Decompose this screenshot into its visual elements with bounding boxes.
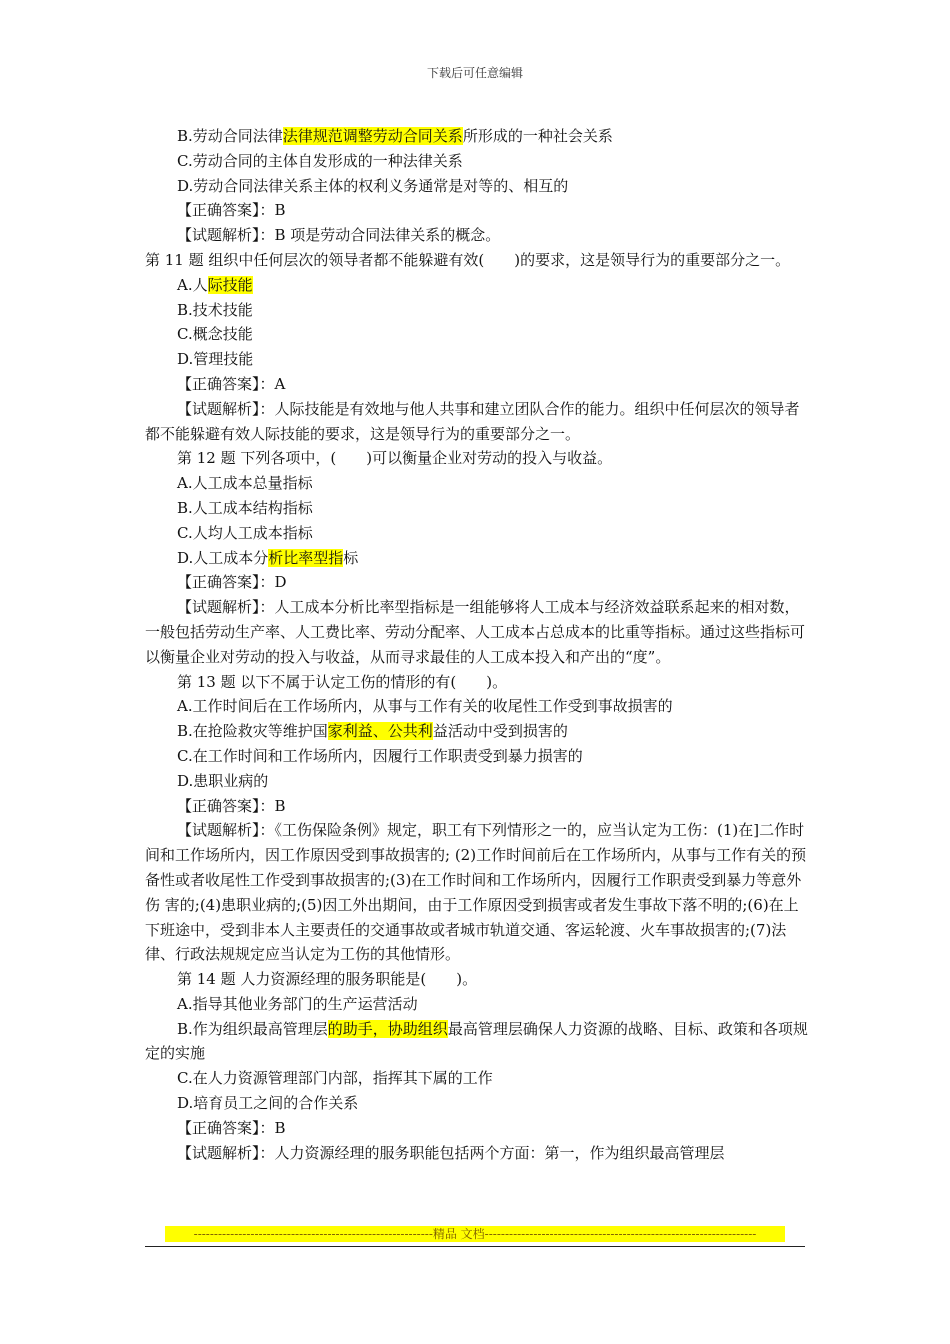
- paragraph: [145, 124, 810, 149]
- paragraph: [145, 967, 810, 992]
- paragraph: [145, 546, 810, 571]
- paragraph-text: 第 11 题 组织中任何层次的领导者都不能躲避有效( )的要求，这是领导行为的重要部分之一。: [145, 250, 791, 269]
- paragraph-text: A.指导其他业务部门的生产运营活动: [177, 994, 418, 1013]
- paragraph: [145, 769, 810, 794]
- footer-rule: [145, 1246, 805, 1247]
- paragraph-text: 【试题解析】：人工成本分析比率型指标是一组能够将人工成本与经济效益联系起来的相对数，一般包括劳动生产率、人工费比率、劳动分配率、人工成本占总成本的比重等指标。通过这些指标可以衡量企业对劳动的投入与收益，从而寻求最佳的人工成本投入和产出的“度”。: [145, 598, 806, 666]
- paragraph: [145, 372, 810, 397]
- highlighted-text: 析比率型指: [268, 548, 344, 567]
- paragraph-text: A.人工成本总量指标: [177, 474, 313, 493]
- paragraph-text: 最高管理层确保人力资源的战略、目标、政策和各项规定的实施: [145, 1019, 808, 1063]
- paragraph: [145, 322, 810, 347]
- paragraph-text: D.人工成本分: [177, 548, 269, 567]
- paragraph-text: 所形成的一种社会关系: [462, 127, 613, 145]
- paragraph: [145, 1091, 810, 1116]
- paragraph-text: D.管理技能: [177, 350, 254, 369]
- paragraph: [145, 521, 810, 546]
- paragraph-text: 【试题解析】：人际技能是有效地与他人共事和建立团队合作的能力。组织中任何层次的领导者都不能躲避有效人际技能的要求，这是领导行为的重要部分之一。: [145, 399, 800, 443]
- paragraph: [145, 496, 810, 521]
- paragraph-text: B.人工成本结构指标: [177, 498, 313, 517]
- paragraph-text: 第 13 题 以下不属于认定工伤的情形的有( )。: [177, 672, 508, 691]
- paragraph-text: D.培育员工之间的合作关系: [177, 1094, 359, 1113]
- paragraph: [145, 298, 810, 323]
- paragraph: [145, 149, 810, 174]
- paragraph: [145, 198, 810, 223]
- paragraph-text: 【正确答案】：B: [177, 201, 286, 220]
- paragraph: [145, 248, 810, 273]
- paragraph-text: C.劳动合同的主体自发形成的一种法律关系: [177, 151, 463, 170]
- paragraph: [145, 273, 810, 298]
- paragraph: [145, 694, 810, 719]
- paragraph: [145, 992, 810, 1017]
- paragraph-text: B.作为组织最高管理层: [177, 1019, 328, 1038]
- paragraph-text: 第 14 题 人力资源经理的服务职能是( )。: [177, 970, 478, 989]
- paragraph-text: 【正确答案】：D: [177, 573, 287, 592]
- paragraph-text: 【试题解析】：B 项是劳动合同法律关系的概念。: [177, 226, 501, 245]
- paragraph: [145, 223, 810, 248]
- highlighted-text: 家利益、公共利: [327, 722, 433, 741]
- page-header: 下载后可任意编辑: [426, 66, 523, 80]
- paragraph-text: C.概念技能: [177, 325, 253, 344]
- paragraph-text: 【试题解析】：《工伤保险条例》规定，职工有下列情形之一的，应当认定为工伤：(1)在]二作时间和工作场所内，因工作原因受到事故损害的; (2)工作时间前后在工作场所内，从事与工作有关的预备性或者收尾性工作受到事故损害的;(3)在工作时间和工作场所内，因履行工作职责受到暴力等意外伤 害的;(4)患职业病的;(5)因工外出期间，由于工作原因受到损害或者发生事故下落不明的;(6)在上下班途中，受到非本人主要责任的交通事故或者城市轨道交通、客运轮渡、火车事故损害的;(7)法律、行政法规规定应当认定为工伤的其他情形。: [145, 821, 807, 964]
- highlighted-text: 的助手，协助组织: [327, 1019, 448, 1038]
- page-footer: -----------------------------------------------------------精品 文档-------------------------------------------------------------------: [165, 1226, 785, 1242]
- paragraph-text: B.技术技能: [177, 300, 253, 319]
- paragraph: [145, 347, 810, 372]
- paragraph: [145, 570, 810, 595]
- paragraph: [145, 471, 810, 496]
- highlighted-text: 际技能: [207, 275, 253, 294]
- paragraph: [145, 397, 810, 447]
- paragraph-text: B.劳动合同法律: [177, 127, 283, 145]
- paragraph-text: C.人均人工成本指标: [177, 523, 313, 542]
- paragraph: [145, 1066, 810, 1091]
- paragraph-text: 【试题解析】：人力资源经理的服务职能包括两个方面：第一，作为组织最高管理层: [177, 1143, 725, 1162]
- paragraph-text: B.在抢险救灾等维护国: [177, 722, 328, 741]
- paragraph: [145, 744, 810, 769]
- paragraph: [145, 595, 810, 669]
- highlighted-text: 法律规范调整劳动合同关系: [282, 127, 463, 145]
- paragraph: [145, 794, 810, 819]
- document-body: [145, 124, 810, 1165]
- paragraph-text: A.工作时间后在工作场所内，从事与工作有关的收尾性工作受到事故损害的: [177, 697, 673, 716]
- paragraph-text: D.劳动合同法律关系主体的权利义务通常是对等的、相互的: [177, 176, 569, 195]
- paragraph: [145, 174, 810, 199]
- paragraph: [145, 1141, 810, 1166]
- paragraph-text: 【正确答案】：B: [177, 1118, 286, 1137]
- paragraph-text: D.患职业病的: [177, 771, 269, 790]
- paragraph-text: 【正确答案】：B: [177, 796, 286, 815]
- paragraph-text: 益活动中受到损害的: [432, 722, 568, 741]
- paragraph: [145, 818, 810, 967]
- paragraph-text: 【正确答案】：A: [177, 374, 286, 393]
- paragraph: [145, 446, 810, 471]
- paragraph: [145, 1017, 810, 1067]
- paragraph: [145, 1116, 810, 1141]
- paragraph-text: 标: [343, 548, 359, 567]
- paragraph: [145, 670, 810, 695]
- paragraph-text: C.在人力资源管理部门内部，指挥其下属的工作: [177, 1069, 493, 1088]
- paragraph-text: A.人: [177, 275, 208, 294]
- paragraph-text: 第 12 题 下列各项中，( )可以衡量企业对劳动的投入与收益。: [177, 449, 613, 468]
- paragraph-text: C.在工作时间和工作场所内，因履行工作职责受到暴力损害的: [177, 746, 583, 765]
- paragraph: [145, 719, 810, 744]
